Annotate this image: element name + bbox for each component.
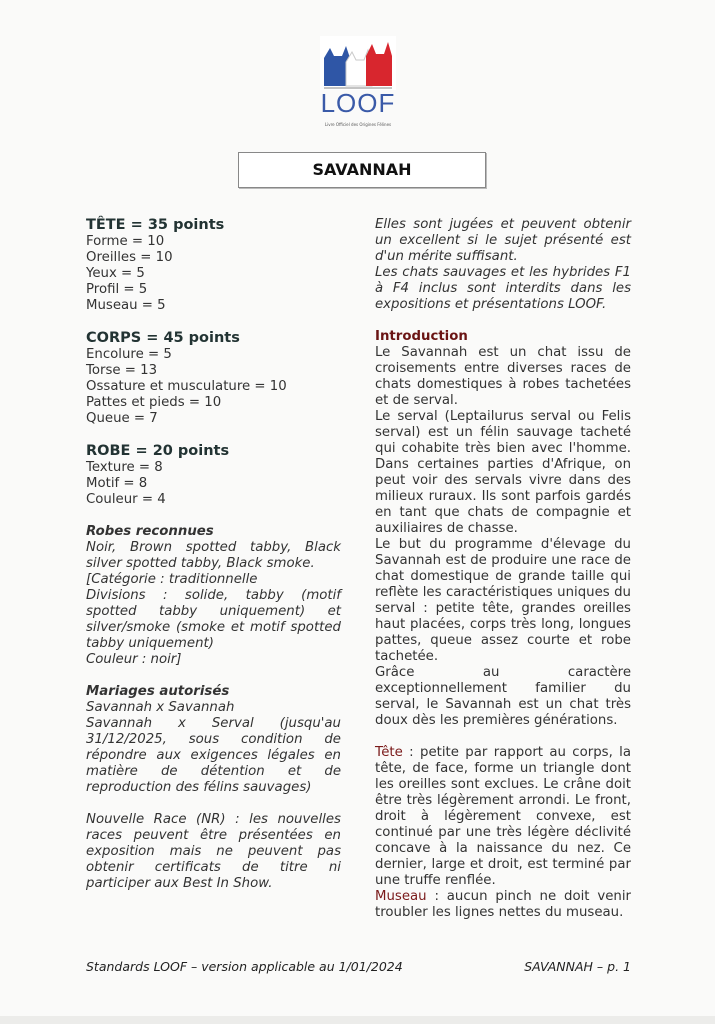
section-heading-robes-reconnues: Robes reconnues [86,524,214,539]
paragraph: Couleur : noir] [86,652,182,667]
cat-silhouettes-logo-icon [320,36,396,90]
list-item: Ossature et musculature = 10 [86,379,287,394]
loof-logo [320,36,396,140]
paragraph: Savannah x Savannah [86,700,235,715]
list-item: Yeux = 5 [86,266,145,281]
tete-text: : petite par rapport au corps, la tête, de face, forme un triangle dont les oreilles sont exclues. Le crâne doit être très légèrement arrondi. Le front, droit à légèrement convexe, est continué par une très légère déclivité concave à la naissance du nez. Ce dernier, large et droit, est terminé par une truffe renflée. [375,745,631,888]
list-item: Encolure = 5 [86,347,172,362]
tete-label: Tête [375,745,403,760]
list-item: Motif = 8 [86,476,148,491]
list-item: Pattes et pieds = 10 [86,395,222,410]
footer-left: Standards LOOF – version applicable au 1/01/2024 [86,959,403,974]
list-item: Museau = 5 [86,298,166,313]
section-heading-tete: TÊTE = 35 points [86,217,225,233]
paragraph: Divisions : solide, tabby (motif spotted tabby uniquement) et silver/smoke (smoke et motif spotted tabby uniquement) [86,588,341,651]
section-heading-corps: CORPS = 45 points [86,330,240,346]
logo-subtitle: Livre Officiel des Origines Félines [324,122,392,127]
left-column [86,217,341,892]
list-item: Oreilles = 10 [86,250,173,265]
list-item: Couleur = 4 [86,492,166,507]
paragraph: Noir, Brown spotted tabby, Black silver spotted tabby, Black smoke. [86,540,341,571]
paragraph: Les chats sauvages et les hybrides F1 à F4 inclus sont interdits dans les expositions et présentations LOOF. [375,265,631,312]
section-heading-introduction: Introduction [375,329,468,344]
paragraph-museau [375,889,631,921]
paragraph: Le but du programme d'élevage du Savannah est de produire une race de chat domestique de grande taille qui reflète les caractéristiques uniques du serval : petite tête, grandes oreilles haut placées, corps très long, longues pattes, queue assez courte et robe tachetée. [375,537,631,664]
paragraph: [Catégorie : traditionnelle [86,572,258,587]
list-item: Forme = 10 [86,234,165,249]
section-heading-robe: ROBE = 20 points [86,443,230,459]
paragraph: Le Savannah est un chat issu de croisements entre diverses races de chats domestiques à robes tachetées et de serval. [375,345,631,408]
list-item: Profil = 5 [86,282,148,297]
list-item: Queue = 7 [86,411,158,426]
footer-page-number: SAVANNAH – p. 1 [524,959,631,974]
museau-text: : aucun pinch ne doit venir troubler les lignes nettes du museau. [375,889,631,920]
right-column [375,217,631,921]
section-heading-mariages: Mariages autorisés [86,684,230,699]
paragraph: Le serval (Leptailurus serval ou Felis serval) est un félin sauvage tacheté qui cohabite très bien avec l'homme. Dans certaines parties d'Afrique, on peut voir des servals vivre dans des milieux ruraux. Ils sont parfois gardés en tant que chats de compagnie et auxiliaires de chasse. [375,409,631,536]
paragraph-tete [375,745,631,889]
paragraph: Savannah x Serval (jusqu'au 31/12/2025, sous condition de répondre aux exigences légales en matière de détention et de reproduction des félins sauvages) [86,716,341,795]
museau-label: Museau [375,889,427,904]
logo-wordmark: LOOF [320,88,396,118]
list-item: Torse = 13 [86,363,158,378]
list-item: Texture = 8 [86,460,163,475]
viewer-bottom-edge [0,1016,715,1024]
page-title: SAVANNAH [238,152,486,188]
paragraph: Grâce au caractère exceptionnellement familier du serval, le Savannah est un chat très doux dès les premières générations. [375,665,631,728]
paragraph: Elles sont jugées et peuvent obtenir un excellent si le sujet présenté est d'un mérite suffisant. [375,217,631,264]
paragraph-nouvelle-race: Nouvelle Race (NR) : les nouvelles races peuvent être présentées en exposition mais ne peuvent pas obtenir certificats de titre ni participer aux Best In Show. [86,812,341,891]
